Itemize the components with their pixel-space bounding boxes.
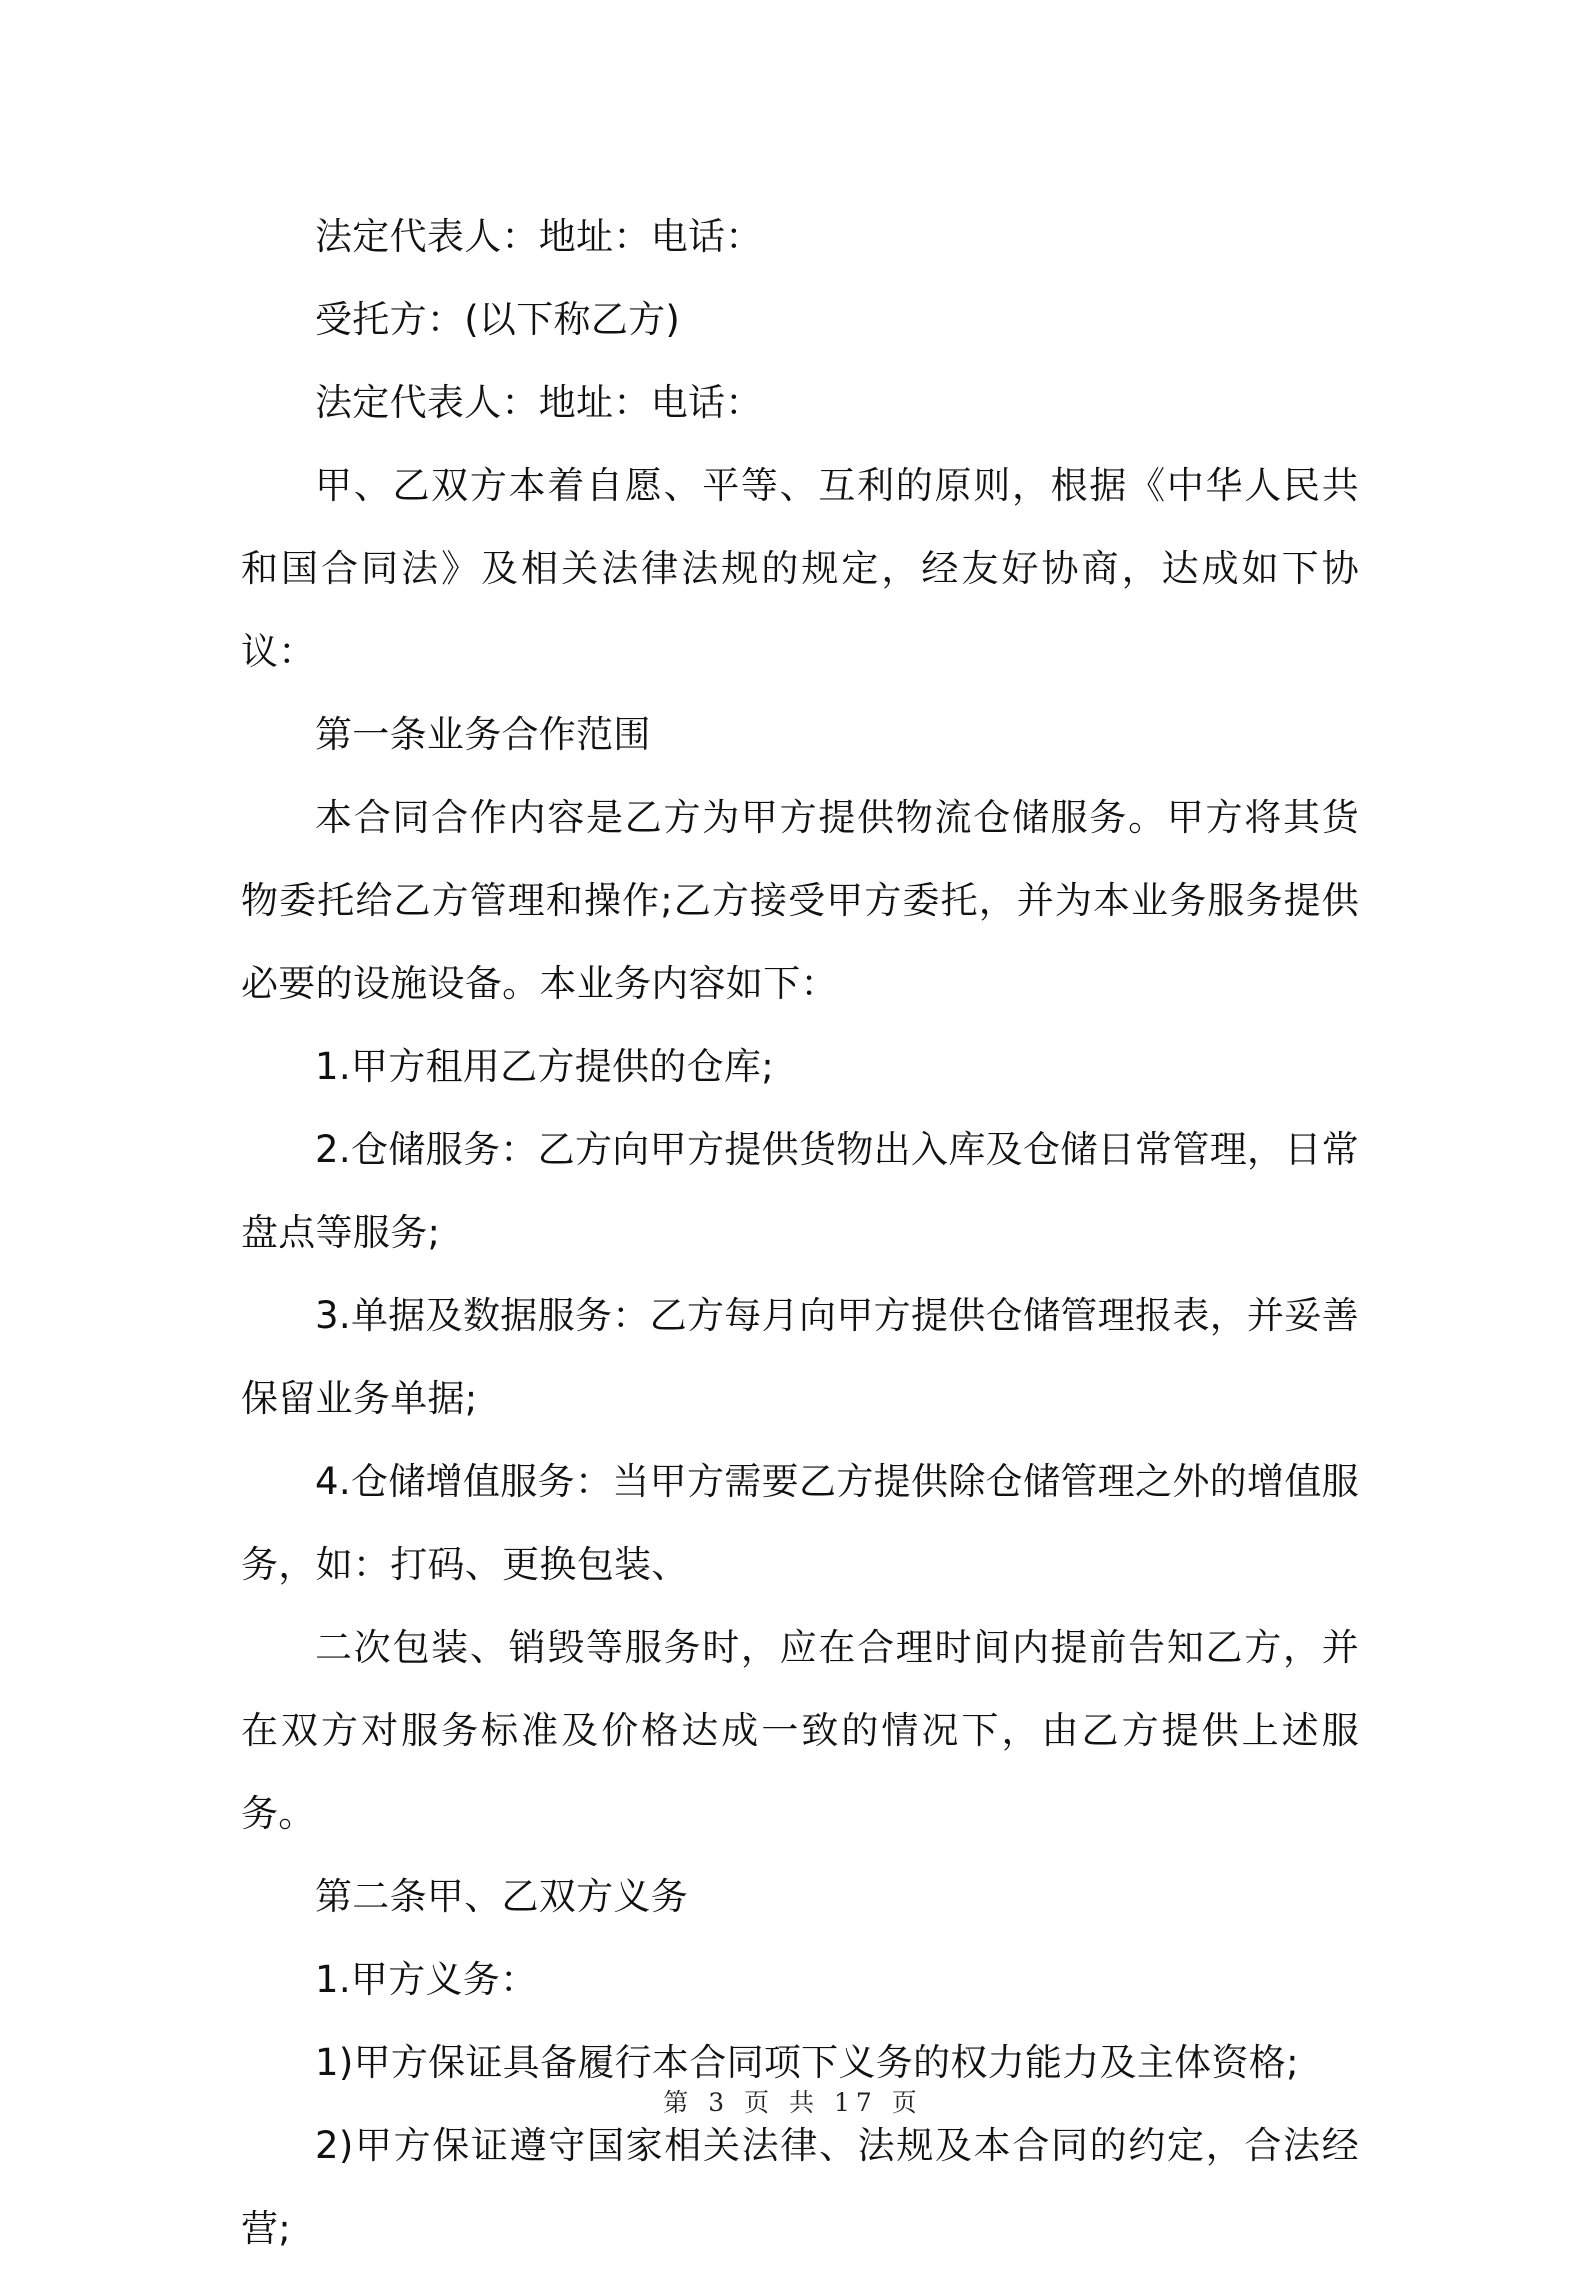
subsection-heading-party-a: 1.甲方义务： bbox=[315, 1958, 538, 2001]
document-body bbox=[241, 195, 1359, 2270]
obligation-item-1: 1)甲方保证具备履行本合同项下义务的权力能力及主体资格; bbox=[315, 2041, 1299, 2084]
list-item-1: 1.甲方租用乙方提供的仓库; bbox=[315, 1045, 774, 1088]
list-item-3: 3.单据及数据服务：乙方每月向甲方提供仓储管理报表，并妥善保留业务单据; bbox=[241, 1294, 1359, 1420]
paragraph-legal-rep-b: 法定代表人：地址：电话： bbox=[315, 381, 763, 424]
paragraph-trustee: 受托方：(以下称乙方) bbox=[315, 298, 681, 341]
section-heading-2: 第二条甲、乙双方义务 bbox=[315, 1875, 688, 1918]
list-item-2: 2.仓储服务：乙方向甲方提供货物出入库及仓储日常管理，日常盘点等服务; bbox=[241, 1128, 1359, 1254]
page-number-footer: 第 3 页 共 17 页 bbox=[663, 2088, 923, 2117]
section-heading-1: 第一条业务合作范围 bbox=[315, 713, 651, 756]
obligation-item-2: 2)甲方保证遵守国家相关法律、法规及本合同的约定，合法经营; bbox=[241, 2124, 1359, 2250]
list-item-4: 4.仓储增值服务：当甲方需要乙方提供除仓储管理之外的增值服务，如：打码、更换包装、 bbox=[241, 1460, 1359, 1586]
paragraph-value-added: 二次包装、销毁等服务时，应在合理时间内提前告知乙方，并在双方对服务标准及价格达成一致的情况下，由乙方提供上述服务。 bbox=[241, 1626, 1359, 1835]
paragraph-preamble: 甲、乙双方本着自愿、平等、互利的原则，根据《中华人民共和国合同法》及相关法律法规的规定，经友好协商，达成如下协议： bbox=[241, 464, 1359, 673]
paragraph-scope: 本合同合作内容是乙方为甲方提供物流仓储服务。甲方将其货物委托给乙方管理和操作;乙方接受甲方委托，并为本业务服务提供必要的设施设备。本业务内容如下： bbox=[241, 796, 1359, 1005]
paragraph-legal-rep-a: 法定代表人：地址：电话： bbox=[315, 215, 763, 258]
